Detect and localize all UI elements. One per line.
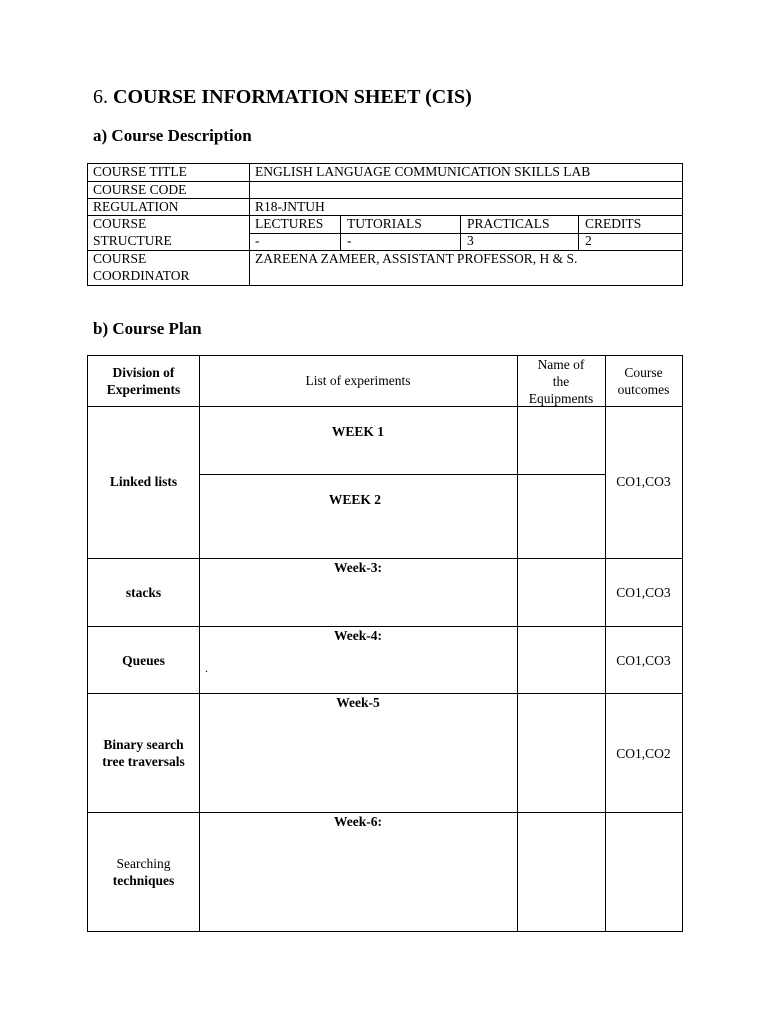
credits-header: CREDITS (585, 216, 642, 231)
division-queues: Queues (122, 653, 165, 668)
lectures-value: - (255, 233, 260, 248)
lectures-header: LECTURES (255, 216, 324, 231)
week-4-label: Week-4: (334, 628, 382, 643)
week-1-label: WEEK 1 (331, 424, 385, 439)
header-list-of-experiments: List of experiments (305, 373, 411, 388)
outcomes-linked-lists: CO1,CO3 (616, 474, 671, 489)
division-linked-lists: Linked lists (109, 474, 178, 489)
outcomes-stacks: CO1,CO3 (616, 585, 671, 600)
division-searching-techniques: Searching techniques (112, 856, 175, 888)
credits-value: 2 (585, 233, 592, 248)
tutorials-header: TUTORIALS (347, 216, 422, 231)
course-plan-table (87, 355, 683, 932)
coordinator-value: ZAREENA ZAMEER, ASSISTANT PROFESSOR, H & S. (255, 251, 578, 266)
header-division: Division of Experiments (106, 365, 181, 397)
page-heading (93, 86, 472, 109)
week-2-label: WEEK 2 (328, 492, 382, 507)
section-b-title: b) Course Plan (93, 319, 202, 338)
heading-number: 6. (93, 86, 108, 108)
queues-note: . (205, 661, 208, 675)
outcomes-binary-search-tree: CO1,CO2 (616, 746, 671, 761)
coordinator-label-line1: COURSE (93, 251, 147, 266)
practicals-value: 3 (467, 233, 474, 248)
practicals-header: PRACTICALS (467, 216, 550, 231)
header-equipments: Name of the Equipments (528, 357, 594, 406)
week-5-label: Week-5 (336, 695, 380, 710)
outcomes-queues: CO1,CO3 (616, 653, 671, 668)
tutorials-value: - (347, 233, 352, 248)
course-code-label: COURSE CODE (93, 182, 187, 197)
structure-label-line1: COURSE (93, 216, 147, 231)
division-stacks: stacks (125, 585, 162, 600)
course-title-label: COURSE TITLE (93, 164, 187, 179)
coordinator-label-line2: COORDINATOR (93, 268, 190, 283)
week-6-label: Week-6: (334, 814, 382, 829)
course-title-value: ENGLISH LANGUAGE COMMUNICATION SKILLS LAB (255, 164, 591, 179)
section-a-title: a) Course Description (93, 126, 252, 145)
heading-title: COURSE INFORMATION SHEET (CIS) (113, 86, 472, 108)
regulation-label: REGULATION (93, 199, 179, 214)
regulation-value: R18-JNTUH (255, 199, 325, 214)
course-description-table (87, 163, 683, 286)
division-binary-search-tree: Binary search tree traversals (102, 737, 185, 769)
week-3-label: Week-3: (334, 560, 382, 575)
header-course-outcomes: Course outcomes (617, 365, 670, 397)
structure-label-line2: STRUCTURE (93, 233, 172, 248)
